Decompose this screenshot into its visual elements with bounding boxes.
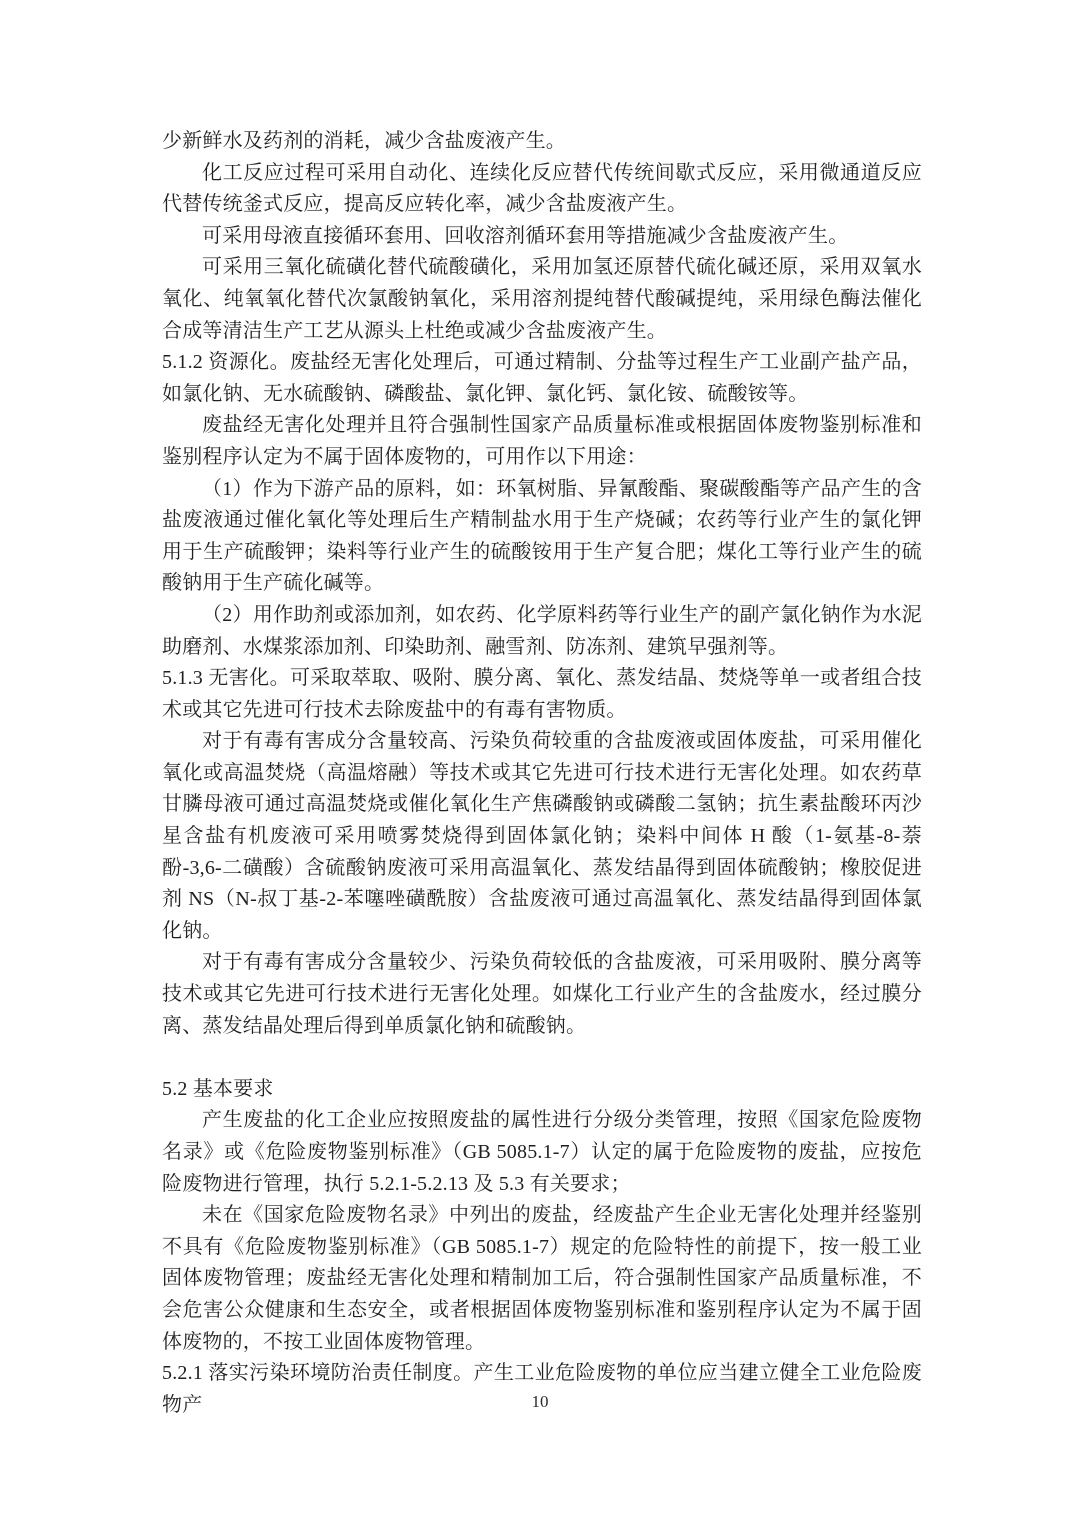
paragraph: 未在《国家危险废物名录》中列出的废盐，经废盐产生企业无害化处理并经鉴别不具有《危险废物鉴别标准》（GB 5085.1-7）规定的危险特性的前提下，按一般工业固体废物管理；废盐经无害化处理和精制加工后，符合强制性国家产品质量标准，不会危害公众健康和生态安全，或者根据固体废物鉴别标准和鉴别程序认定为不属于固体废物的，不按工业固体废物管理。 bbox=[162, 1204, 922, 1353]
document-body bbox=[162, 126, 922, 1421]
paragraph: （1）作为下游产品的原料，如：环氧树脂、异氰酸酯、聚碳酸酯等产品产生的含盐废液通过催化氧化等处理后生产精制盐水用于生产烧碱；农药等行业产生的氯化钾用于生产硫酸钾；染料等行业产生的硫酸铵用于生产复合肥；煤化工等行业产生的硫酸钠用于生产硫化碱等。 bbox=[162, 477, 922, 595]
paragraph: 对于有毒有害成分含量较高、污染负荷较重的含盐废液或固体废盐，可采用催化氧化或高温焚烧（高温熔融）等技术或其它先进可行技术进行无害化处理。如农药草甘膦母液可通过高温焚烧或催化氧化生产焦磷酸钠或磷酸二氢钠；抗生素盐酸环丙沙星含盐有机废液可采用喷雾焚烧得到固体氯化钠；染料中间体 H 酸（1-氨基-8-萘酚-3,6-二磺酸）含硫酸钠废液可采用高温氧化、蒸发结晶得到固体硫酸钠；橡胶促进剂 NS（N-叔丁基-2-苯噻唑磺酰胺）含盐废液可通过高温氧化、蒸发结晶得到固体氯化钠。 bbox=[162, 730, 922, 942]
page-number: 10 bbox=[531, 1392, 549, 1411]
paragraph: 可采用三氧化硫磺化替代硫酸磺化，采用加氢还原替代硫化碱还原，采用双氧水氧化、纯氧氧化替代次氯酸钠氧化，采用溶剂提纯替代酸碱提纯，采用绿色酶法催化合成等清洁生产工艺从源头上杜绝或减少含盐废液产生。 bbox=[162, 256, 922, 342]
paragraph: 少新鲜水及药剂的消耗，减少含盐废液产生。 bbox=[162, 130, 566, 152]
paragraph: 化工反应过程可采用自动化、连续化反应替代传统间歇式反应，采用微通道反应代替传统釜式反应，提高反应转化率，减少含盐废液产生。 bbox=[162, 161, 922, 216]
paragraph: 对于有毒有害成分含量较少、污染负荷较低的含盐废液，可采用吸附、膜分离等技术或其它先进可行技术进行无害化处理。如煤化工行业产生的含盐废水，经过膜分离、蒸发结晶处理后得到单质氯化钠和硫酸钠。 bbox=[162, 951, 922, 1037]
section-heading: 5.2.1 落实污染环境防治责任制度。产生工业危险废物的单位应当建立健全工业危险废物产 bbox=[162, 1362, 922, 1416]
section-heading: 5.1.3 无害化。可采取萃取、吸附、膜分离、氧化、蒸发结晶、焚烧等单一或者组合技术或其它先进可行技术去除废盐中的有毒有害物质。 bbox=[162, 667, 922, 721]
section-heading: 5.2 基本要求 bbox=[162, 1077, 274, 1100]
paragraph: 废盐经无害化处理并且符合强制性国家产品质量标准或根据固体废物鉴别标准和鉴别程序认定为不属于固体废物的，可用作以下用途： bbox=[162, 414, 922, 468]
page-footer bbox=[0, 1392, 1080, 1412]
paragraph: 可采用母液直接循环套用、回收溶剂循环套用等措施减少含盐废液产生。 bbox=[202, 224, 849, 247]
paragraph: （2）用作助剂或添加剂，如农药、化学原料药等行业生产的副产氯化钠作为水泥助磨剂、水煤浆添加剂、印染助剂、融雪剂、防冻剂、建筑早强剂等。 bbox=[162, 603, 922, 658]
paragraph: 产生废盐的化工企业应按照废盐的属性进行分级分类管理，按照《国家危险废物名录》或《危险废物鉴别标准》（GB 5085.1-7）认定的属于危险废物的废盐，应按危险废物进行管理，执行 5.2.1-5.2.13 及 5.3 有关要求； bbox=[162, 1109, 922, 1195]
section-heading: 5.1.2 资源化。废盐经无害化处理后，可通过精制、分盐等过程生产工业副产盐产品，如氯化钠、无水硫酸钠、磷酸盐、氯化钾、氯化钙、氯化铵、硫酸铵等。 bbox=[162, 351, 922, 405]
